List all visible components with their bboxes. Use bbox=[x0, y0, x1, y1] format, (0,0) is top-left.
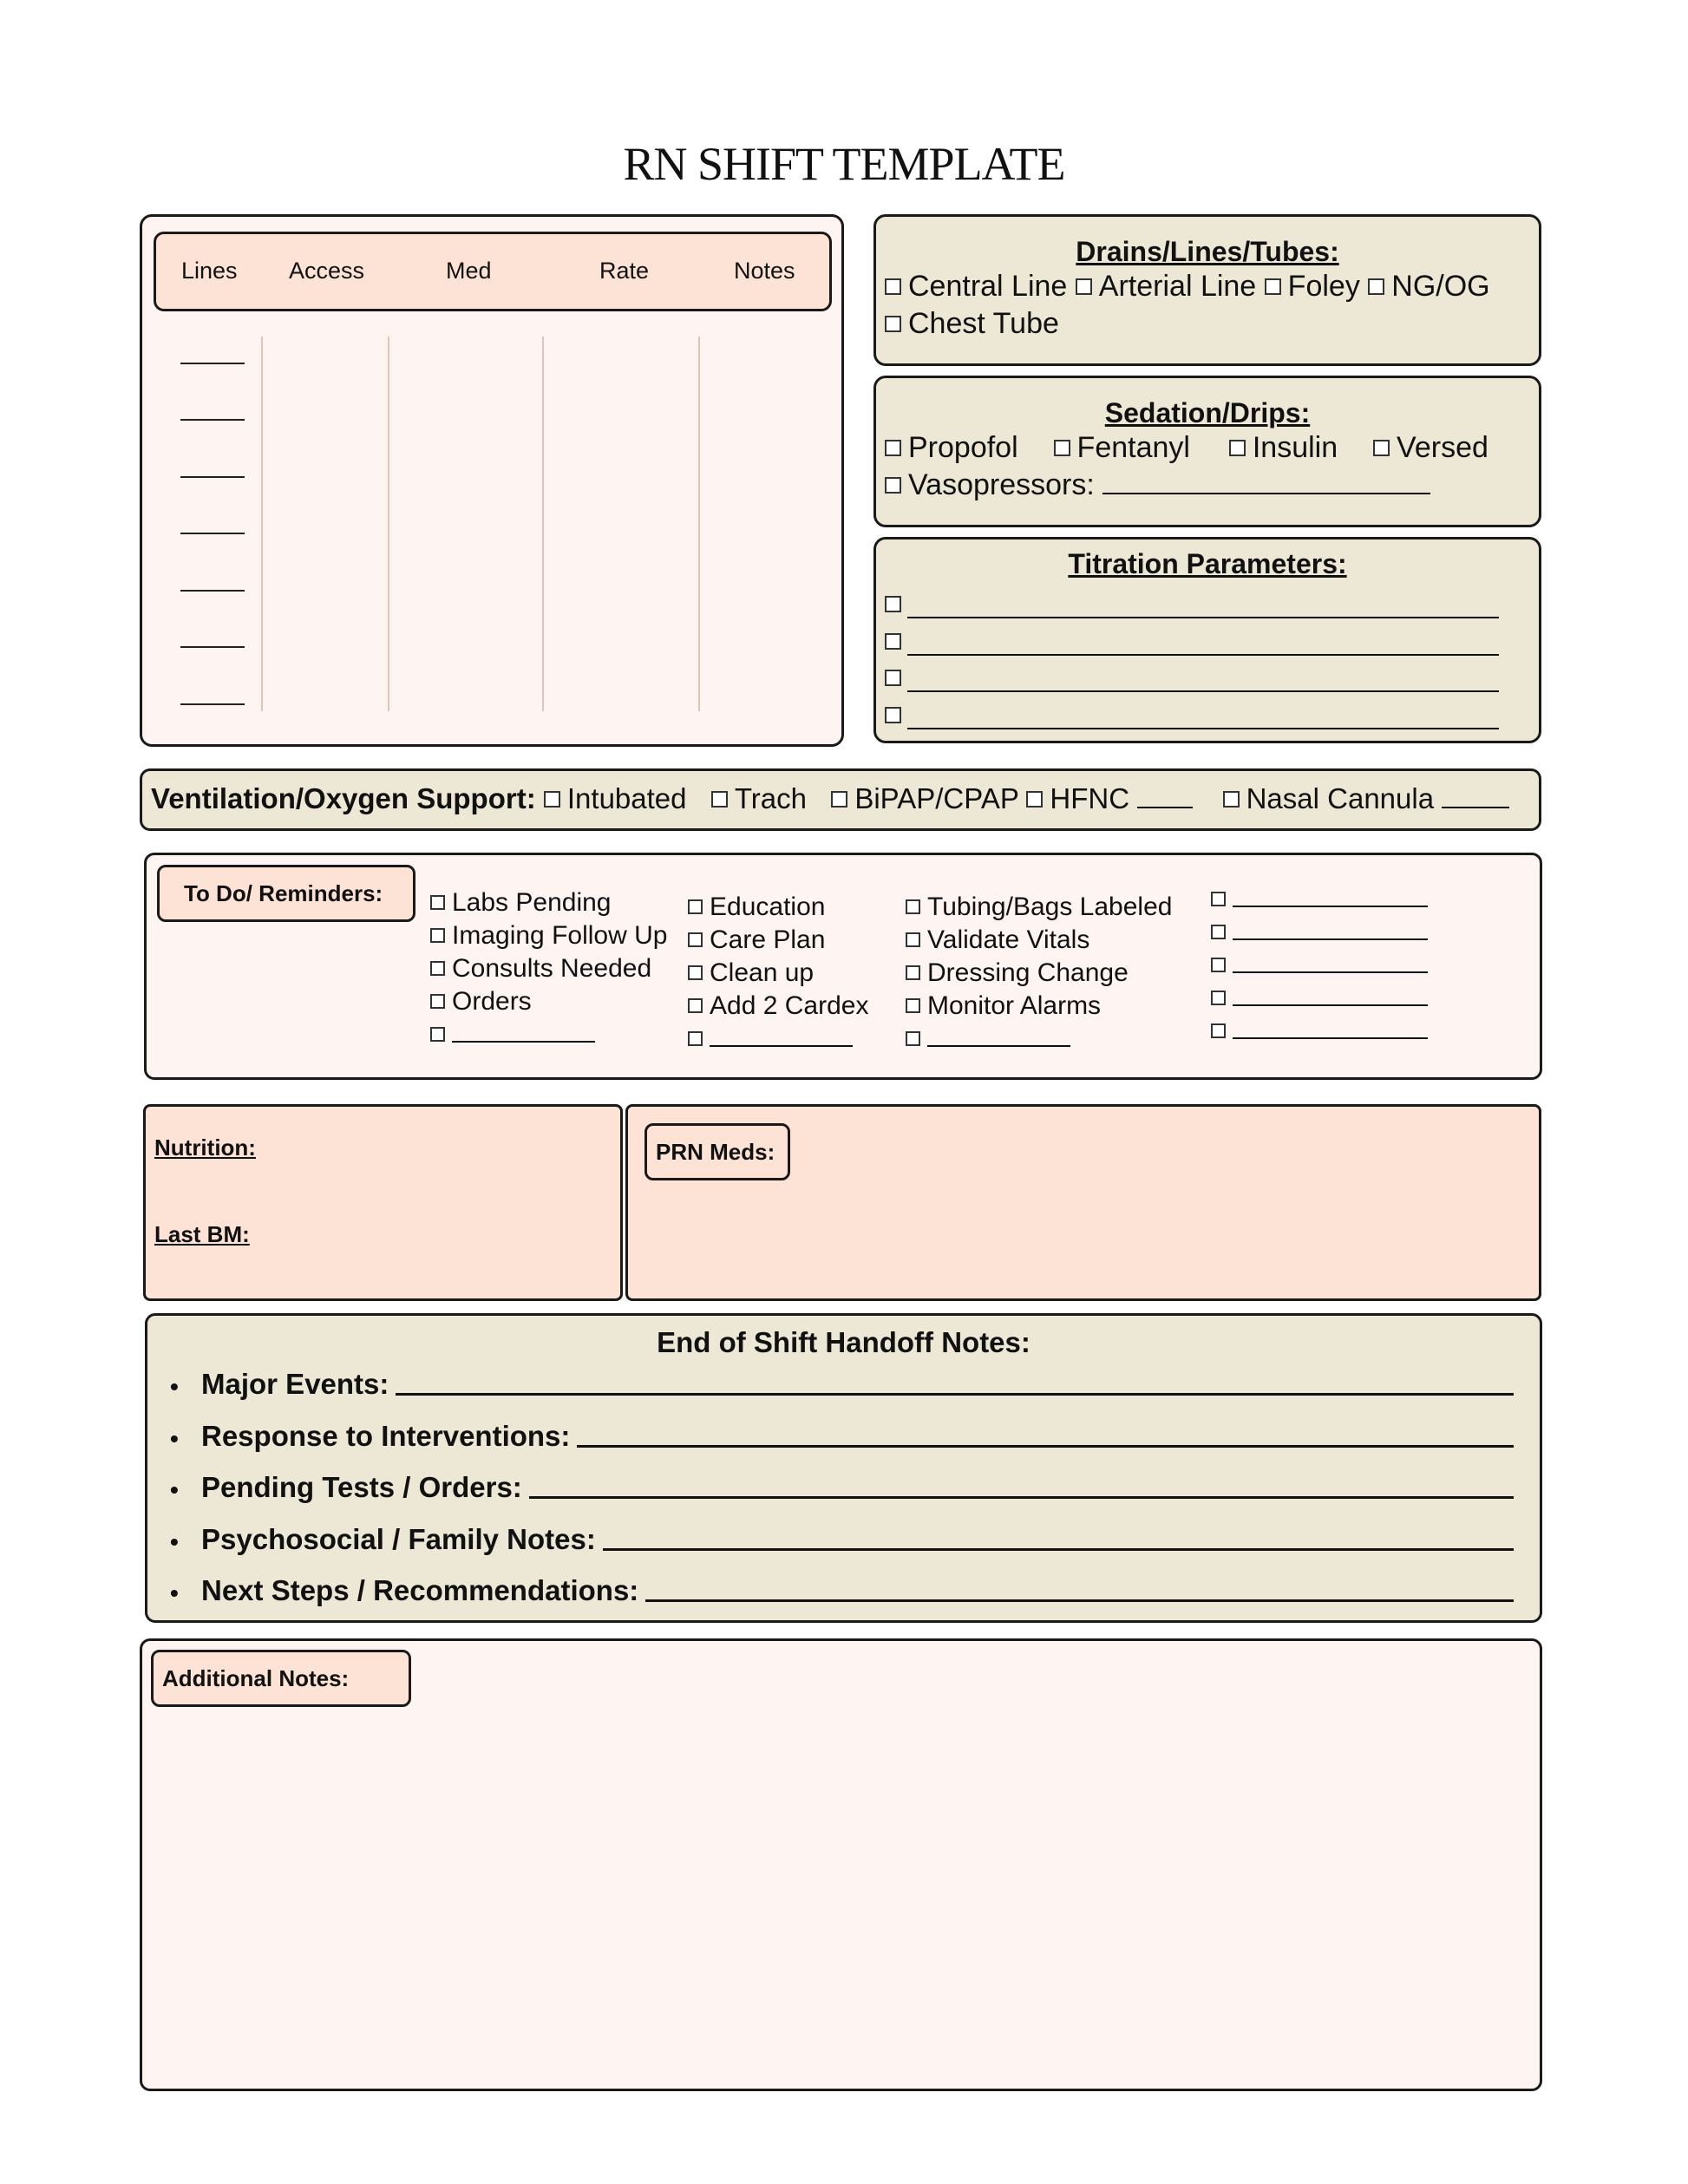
additional-notes-panel[interactable] bbox=[140, 1638, 1542, 2091]
header-access: Access bbox=[289, 258, 365, 284]
titration-blank[interactable] bbox=[907, 675, 1499, 692]
checkbox-icon[interactable] bbox=[430, 961, 445, 976]
todo-blank-line[interactable] bbox=[1233, 1022, 1428, 1039]
todo-monitor-alarms[interactable]: Monitor Alarms bbox=[906, 990, 1172, 1023]
todo-label: To Do/ Reminders: bbox=[157, 865, 415, 922]
handoff-blank[interactable] bbox=[529, 1488, 1514, 1499]
handoff-blank[interactable] bbox=[645, 1591, 1514, 1602]
handoff-response-to-interventions[interactable]: • Response to Interventions: bbox=[170, 1420, 1514, 1453]
todo-blank[interactable] bbox=[1211, 916, 1428, 949]
checkbox-icon[interactable] bbox=[1211, 925, 1226, 939]
checkbox-icon[interactable] bbox=[906, 965, 920, 980]
vasopressors-blank[interactable] bbox=[1102, 468, 1430, 494]
handoff-major-events[interactable]: • Major Events: bbox=[170, 1368, 1514, 1401]
todo-blank[interactable] bbox=[1211, 1015, 1428, 1048]
checkbox-icon[interactable] bbox=[688, 965, 703, 980]
handoff-blank[interactable] bbox=[603, 1540, 1514, 1551]
handoff-pending-tests-orders[interactable]: • Pending Tests / Orders: bbox=[170, 1471, 1514, 1504]
checkbox-icon[interactable] bbox=[430, 1027, 445, 1042]
option-nasal-cannula[interactable]: Nasal Cannula bbox=[1223, 782, 1434, 814]
checkbox-icon[interactable] bbox=[1265, 278, 1281, 295]
checkbox-icon[interactable] bbox=[1026, 791, 1043, 808]
todo-column-1 bbox=[430, 886, 667, 1051]
todo-blank-line[interactable] bbox=[1233, 923, 1428, 940]
handoff-next-steps-recommendations[interactable]: • Next Steps / Recommendations: bbox=[170, 1574, 1514, 1607]
header-notes: Notes bbox=[734, 258, 795, 284]
todo-blank-line[interactable] bbox=[710, 1026, 853, 1047]
prn-meds-label: PRN Meds: bbox=[644, 1123, 790, 1180]
titration-blank[interactable] bbox=[907, 638, 1499, 656]
handoff-blank[interactable] bbox=[396, 1384, 1514, 1396]
option-hfnc[interactable]: HFNC bbox=[1026, 782, 1129, 814]
todo-blank-line[interactable] bbox=[1233, 956, 1428, 973]
hfnc-blank[interactable] bbox=[1137, 784, 1193, 808]
todo-blank[interactable] bbox=[1211, 949, 1428, 982]
checkbox-icon[interactable] bbox=[1076, 278, 1092, 295]
option-chest-tube[interactable]: Chest Tube bbox=[885, 307, 1059, 340]
handoff-psychosocial-family-notes[interactable]: • Psychosocial / Family Notes: bbox=[170, 1523, 1514, 1556]
checkbox-icon[interactable] bbox=[885, 633, 901, 650]
drains-row-1 bbox=[885, 268, 1539, 305]
todo-column-2 bbox=[688, 891, 868, 1056]
checkbox-icon[interactable] bbox=[430, 994, 445, 1009]
todo-blank-line[interactable] bbox=[1233, 890, 1428, 907]
todo-dressing-change[interactable]: Dressing Change bbox=[906, 957, 1172, 990]
line-entry-blank[interactable] bbox=[180, 590, 245, 592]
checkbox-icon[interactable] bbox=[688, 932, 703, 947]
line-entry-blank[interactable] bbox=[180, 363, 245, 364]
checkbox-icon[interactable] bbox=[885, 596, 901, 612]
checkbox-icon[interactable] bbox=[1229, 440, 1246, 456]
option-ng-og[interactable]: NG/OG bbox=[1368, 270, 1489, 303]
checkbox-icon[interactable] bbox=[544, 791, 560, 808]
handoff-blank[interactable] bbox=[577, 1436, 1514, 1448]
line-entry-blank[interactable] bbox=[180, 476, 245, 478]
checkbox-icon[interactable] bbox=[906, 1031, 920, 1046]
option-versed[interactable]: Versed bbox=[1373, 431, 1488, 464]
titration-title: Titration Parameters: bbox=[1068, 548, 1347, 579]
checkbox-icon[interactable] bbox=[885, 707, 901, 723]
checkbox-icon[interactable] bbox=[885, 316, 901, 332]
lines-table-panel bbox=[140, 214, 844, 747]
last-bm-label: Last BM: bbox=[154, 1221, 250, 1247]
nutrition-panel[interactable] bbox=[143, 1104, 623, 1301]
todo-column-4 bbox=[1211, 883, 1428, 1048]
option-intubated[interactable]: Intubated bbox=[544, 782, 687, 814]
drains-title: Drains/Lines/Tubes: bbox=[1076, 236, 1339, 267]
todo-blank-line[interactable] bbox=[1233, 989, 1428, 1006]
header-lines: Lines bbox=[181, 258, 238, 284]
drains-panel bbox=[873, 214, 1541, 366]
column-divider bbox=[388, 337, 389, 711]
todo-validate-vitals[interactable]: Validate Vitals bbox=[906, 924, 1172, 957]
checkbox-icon[interactable] bbox=[831, 791, 847, 808]
todo-blank-line[interactable] bbox=[452, 1022, 595, 1043]
checkbox-icon[interactable] bbox=[885, 670, 901, 686]
checkbox-icon[interactable] bbox=[885, 477, 901, 494]
option-central-line[interactable]: Central Line bbox=[885, 270, 1067, 303]
todo-panel bbox=[144, 853, 1542, 1080]
ventilation-label: Ventilation/Oxygen Support: bbox=[151, 782, 536, 814]
todo-blank[interactable] bbox=[1211, 982, 1428, 1015]
bullet-icon: • bbox=[170, 1579, 179, 1606]
lines-table-header bbox=[154, 232, 832, 311]
sedation-title: Sedation/Drips: bbox=[1104, 397, 1311, 428]
bullet-icon: • bbox=[170, 1425, 179, 1452]
todo-blank[interactable] bbox=[430, 1018, 667, 1051]
checkbox-icon[interactable] bbox=[906, 899, 920, 914]
checkbox-icon[interactable] bbox=[1211, 991, 1226, 1005]
todo-column-3 bbox=[906, 891, 1172, 1056]
drains-row-2 bbox=[885, 305, 1539, 343]
checkbox-icon[interactable] bbox=[430, 928, 445, 943]
todo-imaging-follow-up[interactable]: Imaging Follow Up bbox=[430, 919, 667, 952]
column-divider bbox=[542, 337, 544, 711]
todo-add-2-cardex[interactable]: Add 2 Cardex bbox=[688, 990, 868, 1023]
checkbox-icon[interactable] bbox=[885, 440, 901, 456]
checkbox-icon[interactable] bbox=[688, 998, 703, 1013]
handoff-title: End of Shift Handoff Notes: bbox=[657, 1326, 1030, 1358]
option-propofol[interactable]: Propofol bbox=[885, 431, 1018, 464]
sedation-row-2 bbox=[885, 467, 1539, 504]
ventilation-row bbox=[151, 780, 1509, 817]
nutrition-label: Nutrition: bbox=[154, 1135, 256, 1161]
titration-panel bbox=[873, 537, 1541, 743]
option-insulin[interactable]: Insulin bbox=[1229, 431, 1338, 464]
todo-tubing-bags-labeled[interactable]: Tubing/Bags Labeled bbox=[906, 891, 1172, 924]
prn-meds-panel[interactable] bbox=[625, 1104, 1541, 1301]
checkbox-icon[interactable] bbox=[688, 899, 703, 914]
todo-orders[interactable]: Orders bbox=[430, 985, 667, 1018]
checkbox-icon[interactable] bbox=[885, 278, 901, 295]
checkbox-icon[interactable] bbox=[688, 1031, 703, 1046]
page-title: RN SHIFT TEMPLATE bbox=[623, 138, 1065, 190]
checkbox-icon[interactable] bbox=[430, 895, 445, 910]
checkbox-icon[interactable] bbox=[906, 932, 920, 947]
line-entry-blank[interactable] bbox=[180, 646, 245, 648]
titration-blank[interactable] bbox=[907, 601, 1499, 618]
todo-clean-up[interactable]: Clean up bbox=[688, 957, 868, 990]
checkbox-icon[interactable] bbox=[1211, 958, 1226, 972]
sedation-row-1 bbox=[885, 429, 1539, 467]
checkbox-icon[interactable] bbox=[906, 998, 920, 1013]
checkbox-icon[interactable] bbox=[1368, 278, 1384, 295]
nasal-cannula-blank[interactable] bbox=[1442, 784, 1509, 808]
column-divider bbox=[261, 337, 263, 711]
sedation-panel bbox=[873, 376, 1541, 527]
line-entry-blank[interactable] bbox=[180, 419, 245, 421]
bullet-icon: • bbox=[170, 1373, 179, 1400]
checkbox-icon[interactable] bbox=[1373, 440, 1390, 456]
option-trach[interactable]: Trach bbox=[711, 782, 807, 814]
todo-care-plan[interactable]: Care Plan bbox=[688, 924, 868, 957]
checkbox-icon[interactable] bbox=[1211, 892, 1226, 906]
line-entry-blank[interactable] bbox=[180, 533, 245, 534]
additional-notes-label: Additional Notes: bbox=[151, 1650, 411, 1707]
todo-blank[interactable] bbox=[688, 1023, 868, 1056]
checkbox-icon[interactable] bbox=[1054, 440, 1070, 456]
header-rate: Rate bbox=[599, 258, 650, 284]
todo-blank-line[interactable] bbox=[927, 1026, 1070, 1047]
option-fentanyl[interactable]: Fentanyl bbox=[1054, 431, 1190, 464]
handoff-panel bbox=[145, 1313, 1542, 1623]
header-med: Med bbox=[446, 258, 492, 284]
option-foley[interactable]: Foley bbox=[1265, 270, 1360, 303]
option-arterial-line[interactable]: Arterial Line bbox=[1076, 270, 1256, 303]
todo-blank[interactable] bbox=[1211, 883, 1428, 916]
ventilation-panel bbox=[140, 768, 1541, 831]
column-divider bbox=[698, 337, 700, 711]
line-entry-blank[interactable] bbox=[180, 703, 245, 705]
titration-blank[interactable] bbox=[907, 712, 1499, 729]
todo-blank[interactable] bbox=[906, 1023, 1172, 1056]
bullet-icon: • bbox=[170, 1528, 179, 1555]
checkbox-icon[interactable] bbox=[1211, 1023, 1226, 1038]
option-vasopressors[interactable]: Vasopressors: bbox=[885, 468, 1095, 501]
todo-consults-needed[interactable]: Consults Needed bbox=[430, 952, 667, 985]
todo-education[interactable]: Education bbox=[688, 891, 868, 924]
todo-labs-pending[interactable]: Labs Pending bbox=[430, 886, 667, 919]
checkbox-icon[interactable] bbox=[1223, 791, 1240, 808]
bullet-icon: • bbox=[170, 1476, 179, 1503]
checkbox-icon[interactable] bbox=[711, 791, 728, 808]
option-bipap-cpap[interactable]: BiPAP/CPAP bbox=[831, 782, 1018, 814]
